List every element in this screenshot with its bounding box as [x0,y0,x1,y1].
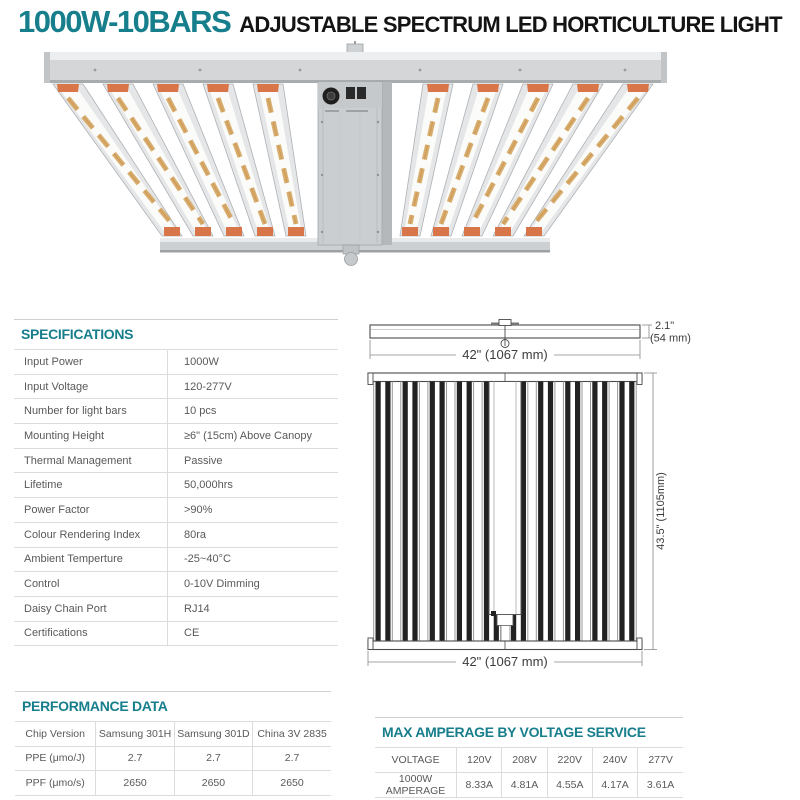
table-row [15,746,331,771]
column-header: 220V [547,748,592,773]
spec-label: Input Voltage [14,374,168,399]
table-cell: 2.7 [96,746,174,771]
header-row [375,748,683,773]
bar-end-cap [627,84,649,92]
table-cell: 2650 [174,771,252,796]
product-model: 1000W-10BARS [18,4,231,39]
specifications-heading: SPECIFICATIONS [21,326,134,342]
front-height-label: 43.5" (1105mm) [655,472,667,550]
spec-label: Ambient Temperture [14,547,168,572]
table-row [15,771,331,796]
spec-label: Control [14,572,168,597]
table-cell: 2650 [253,771,331,796]
product-photo [0,40,800,310]
spec-value: -25~40°C [168,547,339,572]
amperage-section [375,717,683,798]
column-header: 120V [457,748,502,773]
bar-end-cap [207,84,229,92]
front-bar [563,382,583,642]
front-view-driver [489,382,521,642]
hanger-clamp [499,320,511,326]
spec-row [14,621,338,646]
spec-value: 1000W [168,350,339,375]
spec-label: Number for light bars [14,399,168,424]
top-beam [44,52,667,83]
bar-end-cap [402,227,418,236]
table-cell: PPF (μmo/s) [15,771,96,796]
bar-end-cap [477,84,499,92]
performance-heading: PERFORMANCE DATA [22,698,168,714]
amperage-heading: MAX AMPERAGE BY VOLTAGE SERVICE [382,724,646,740]
bar-end-cap [464,227,480,236]
spec-value: RJ14 [168,596,339,621]
table-cell: 2650 [96,771,174,796]
column-header: 240V [592,748,637,773]
bar-end-cap [164,227,180,236]
table-cell: 8.33A [457,772,502,797]
spec-value: CE [168,621,339,646]
front-bar [590,382,610,642]
side-width-label: 42" (1067 mm) [462,347,548,362]
bar-end-cap [433,227,449,236]
spec-label: Mounting Height [14,424,168,449]
bar-end-cap [157,84,179,92]
spec-label: Lifetime [14,473,168,498]
front-bar [427,382,447,642]
front-bar [536,382,556,642]
spec-label: Input Power [14,350,168,375]
performance-section [15,691,331,796]
table-cell: PPE (μmo/J) [15,746,96,771]
table-cell: 4.17A [592,772,637,797]
column-header: 277V [638,748,683,773]
spec-row [14,522,338,547]
spec-value: 80ra [168,522,339,547]
side-depth-label-mm: (54 mm) [650,332,691,345]
table-cell: 2.7 [174,746,252,771]
spec-value: Passive [168,448,339,473]
dimension-drawings-svg [360,310,800,710]
spec-value: >90% [168,498,339,523]
performance-table [15,721,331,796]
product-title: ADJUSTABLE SPECTRUM LED HORTICULTURE LIGHT [239,12,782,37]
product-photo-svg [0,40,800,310]
column-header: 208V [502,748,547,773]
bar-end-cap [257,84,279,92]
front-bar [617,382,637,642]
column-header: Chip Version [15,722,96,747]
driver-box [318,82,392,266]
spec-row [14,424,338,449]
spec-row [14,374,338,399]
spec-value: 50,000hrs [168,473,339,498]
amperage-table [375,747,683,798]
spec-row [14,572,338,597]
hanger-bracket [347,44,363,53]
column-header: Samsung 301D [174,722,252,747]
spec-value: 10 pcs [168,399,339,424]
bar-end-cap [226,227,242,236]
column-header: Samsung 301H [96,722,174,747]
front-bar [373,382,393,642]
spec-row [14,448,338,473]
column-header: VOLTAGE [375,748,457,773]
spec-row [14,350,338,375]
specifications-table [14,349,338,646]
rj-port-icon [346,87,355,99]
table-cell: 4.55A [547,772,592,797]
spec-label: Colour Rendering Index [14,522,168,547]
side-view [370,320,640,348]
spec-row [14,498,338,523]
spec-row [14,473,338,498]
bar-end-cap [288,227,304,236]
dimension-drawings [360,310,800,710]
table-row [375,772,683,797]
side-depth-label-in: 2.1" [655,320,675,332]
spec-row [14,547,338,572]
bar-end-cap [527,84,549,92]
spec-label: Thermal Management [14,448,168,473]
spec-label: Power Factor [14,498,168,523]
spec-value: 120-277V [168,374,339,399]
spec-value: 0-10V Dimming [168,572,339,597]
front-bar [455,382,475,642]
spec-row [14,596,338,621]
table-cell: 4.81A [502,772,547,797]
spec-row [14,399,338,424]
table-cell: 3.61A [638,772,683,797]
bar-end-cap [577,84,599,92]
specifications-section [14,319,338,646]
bar-end-cap [257,227,273,236]
table-cell: 1000W AMPERAGE [375,772,457,797]
spec-label: Daisy Chain Port [14,596,168,621]
header-row [15,722,331,747]
spec-value: ≥6" (15cm) Above Canopy [168,424,339,449]
knob [345,253,358,266]
bar-end-cap [427,84,449,92]
table-cell: 2.7 [253,746,331,771]
bar-end-cap [526,227,542,236]
rj-port-icon [357,87,366,99]
column-header: China 3V 2835 [253,722,331,747]
page-title [18,4,782,40]
front-width-label: 42" (1067 mm) [462,654,548,669]
bar-end-cap [57,84,79,92]
bar-end-cap [195,227,211,236]
bar-end-cap [107,84,129,92]
bar-end-cap [495,227,511,236]
spec-label: Certifications [14,621,168,646]
front-bar [400,382,420,642]
